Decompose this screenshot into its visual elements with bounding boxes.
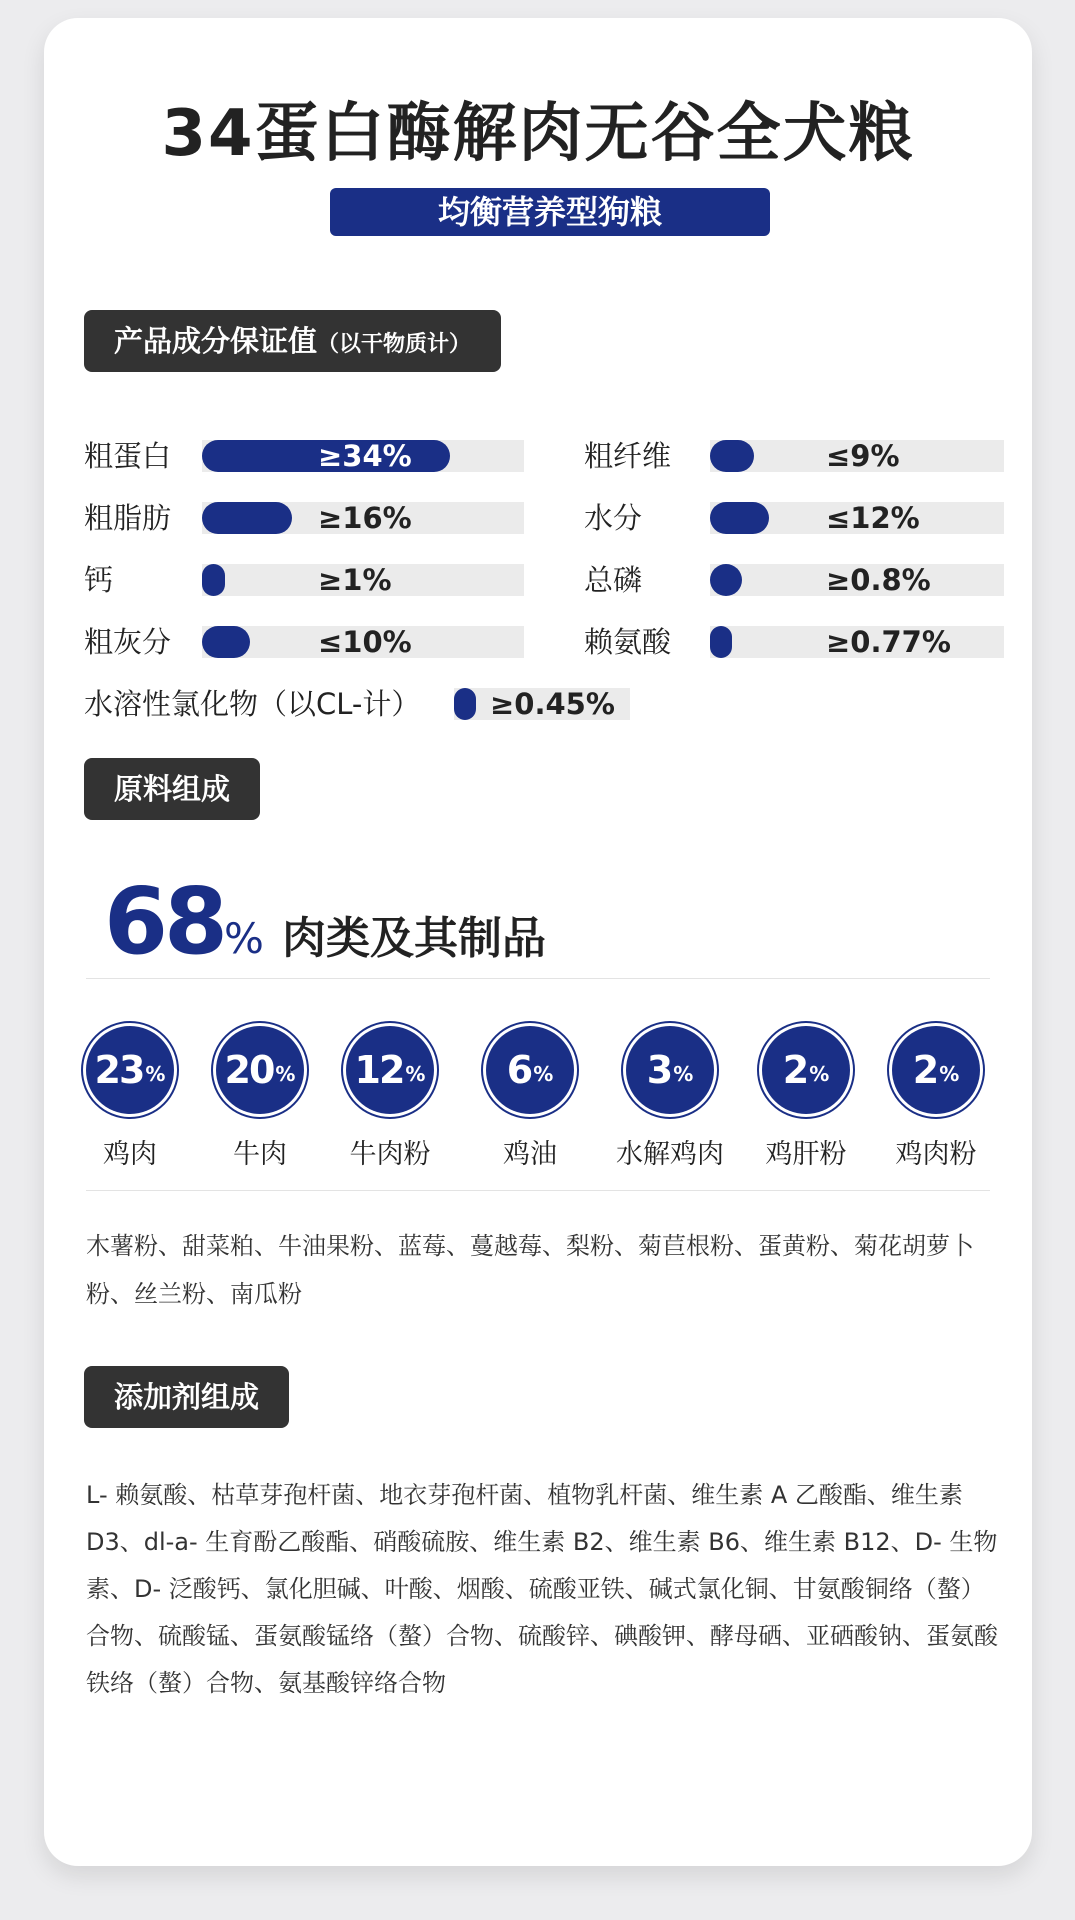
nutrient-bar-fill [202, 564, 225, 596]
percent-circle [762, 1026, 850, 1114]
ingredients-title: 原料组成 [114, 772, 231, 806]
nutrient-bar-track [710, 440, 1004, 472]
nutrient-row [84, 436, 524, 476]
nutrient-label: 水分 [584, 501, 643, 535]
nutrient-row [584, 498, 1004, 538]
nutrient-bar-track [202, 626, 524, 658]
nutrient-label: 水溶性氯化物（以CL-计） [84, 687, 421, 721]
nutrient-bar-fill [202, 626, 250, 658]
divider [86, 1190, 990, 1191]
nutrient-bar-fill [710, 564, 742, 596]
meat-item [325, 1026, 455, 1171]
additives-text: L- 赖氨酸、枯草芽孢杆菌、地衣芽孢杆菌、植物乳杆菌、维生素 A 乙酸酯、维生素 D3、dl-a- 生育酚乙酸酯、硝酸硫胺、维生素 B2、维生素 B6、维生素 B12、D- 生物素、D- 泛酸钙、氯化胆碱、叶酸、烟酸、硫酸亚铁、碱式氯化铜、甘氨酸铜络（螯）合物、硫酸锰、蛋氨酸锰络（螯）合物、硫酸锌、碘酸钾、酵母硒、亚硒酸钠、蛋氨酸铁络（螯）合物、氨基酸锌络合物 [86, 1481, 998, 1697]
guarantee-title: 产品成分保证值 [114, 324, 318, 358]
nutrient-bar-fill [710, 626, 732, 658]
nutrient-bar-fill [710, 440, 754, 472]
percent-circle [626, 1026, 714, 1114]
product-title: 34蛋白酶解肉无谷全犬粮 [161, 97, 915, 171]
percent-circle [486, 1026, 574, 1114]
other-ingredients-text: 木薯粉、甜菜粕、牛油果粉、蓝莓、蔓越莓、梨粉、菊苣根粉、蛋黄粉、菊花胡萝卜粉、丝兰粉、南瓜粉 [86, 1232, 974, 1308]
nutrient-row [584, 622, 1004, 662]
meat-item-unit: % [145, 1062, 166, 1086]
nutrient-value: ≥1% [318, 563, 392, 597]
percent-circle [892, 1026, 980, 1114]
meat-item-unit: % [809, 1062, 830, 1086]
nutrient-row [84, 684, 630, 724]
nutrient-row [584, 560, 1004, 600]
meat-summary [104, 868, 546, 975]
meat-item-label: 水解鸡肉 [616, 1139, 724, 1170]
meat-item-label: 鸡油 [503, 1139, 557, 1170]
nutrient-value: ≥0.45% [490, 687, 615, 721]
nutrient-bar-fill [454, 688, 476, 720]
subtitle-banner: 均衡营养型狗粮 [330, 188, 770, 236]
nutrient-bar-track [710, 564, 1004, 596]
meat-item-value: 12 [354, 1048, 404, 1092]
nutrient-bar-track [202, 502, 524, 534]
nutrient-value: ≥0.77% [826, 625, 951, 659]
additives-section-tag [84, 1366, 289, 1428]
nutrient-label: 粗灰分 [84, 625, 172, 659]
meat-item-value: 2 [912, 1048, 938, 1092]
meat-item-unit: % [405, 1062, 426, 1086]
nutrient-label: 粗脂肪 [84, 501, 172, 535]
meat-item-value: 20 [224, 1048, 274, 1092]
meat-item [65, 1026, 195, 1171]
nutrient-row [584, 436, 1004, 476]
divider [86, 978, 990, 979]
percent-circle [86, 1026, 174, 1114]
nutrient-bar-track [710, 626, 1004, 658]
meat-item [195, 1026, 325, 1171]
meat-item-label: 牛肉粉 [349, 1139, 431, 1170]
meat-item-unit: % [533, 1062, 554, 1086]
meat-item-label: 牛肉 [233, 1139, 287, 1170]
meat-item-unit: % [275, 1062, 296, 1086]
nutrient-value: ≤10% [318, 625, 412, 659]
meat-item-value: 3 [646, 1048, 672, 1092]
meat-item-value: 2 [782, 1048, 808, 1092]
nutrient-value: ≥16% [318, 501, 412, 535]
percent-circle [346, 1026, 434, 1114]
nutrient-bar-fill [202, 502, 292, 534]
nutrient-bar-track [710, 502, 1004, 534]
meat-item-label: 鸡肉粉 [895, 1139, 977, 1170]
meat-item [871, 1026, 1001, 1171]
nutrient-value: ≤12% [826, 501, 920, 535]
nutrient-label: 总磷 [584, 563, 643, 597]
meat-item-value: 23 [94, 1048, 144, 1092]
guarantee-note: （以干物质计） [317, 332, 472, 357]
ingredients-section-tag [84, 758, 260, 820]
nutrient-row [84, 498, 524, 538]
nutrient-bar-track [202, 440, 524, 472]
meat-text: 肉类及其制品 [281, 913, 546, 964]
meat-percent-sign: % [224, 914, 264, 963]
meat-item [741, 1026, 871, 1171]
nutrient-label: 钙 [84, 563, 114, 597]
nutrient-bar-fill [710, 502, 769, 534]
meat-item [465, 1026, 595, 1171]
nutrient-row [84, 622, 524, 662]
meat-item-label: 鸡肉 [103, 1139, 157, 1170]
meat-item-label: 鸡肝粉 [765, 1139, 847, 1170]
nutrient-row [84, 560, 524, 600]
nutrient-value: ≥34% [318, 439, 412, 473]
nutrient-value: ≥0.8% [826, 563, 931, 597]
meat-item-value: 6 [506, 1048, 532, 1092]
product-card [44, 18, 1032, 1866]
nutrient-label: 粗蛋白 [84, 439, 172, 473]
nutrient-label: 赖氨酸 [584, 625, 672, 659]
nutrient-bar-track [202, 564, 524, 596]
meat-percent: 68 [104, 868, 225, 975]
guarantee-section-tag [84, 310, 501, 372]
nutrient-bar-track [454, 688, 630, 720]
meat-item-unit: % [673, 1062, 694, 1086]
meat-item-unit: % [939, 1062, 960, 1086]
meat-item [605, 1026, 735, 1171]
nutrient-value: ≤9% [826, 439, 900, 473]
additives-title: 添加剂组成 [114, 1380, 260, 1414]
nutrient-label: 粗纤维 [584, 439, 672, 473]
percent-circle [216, 1026, 304, 1114]
